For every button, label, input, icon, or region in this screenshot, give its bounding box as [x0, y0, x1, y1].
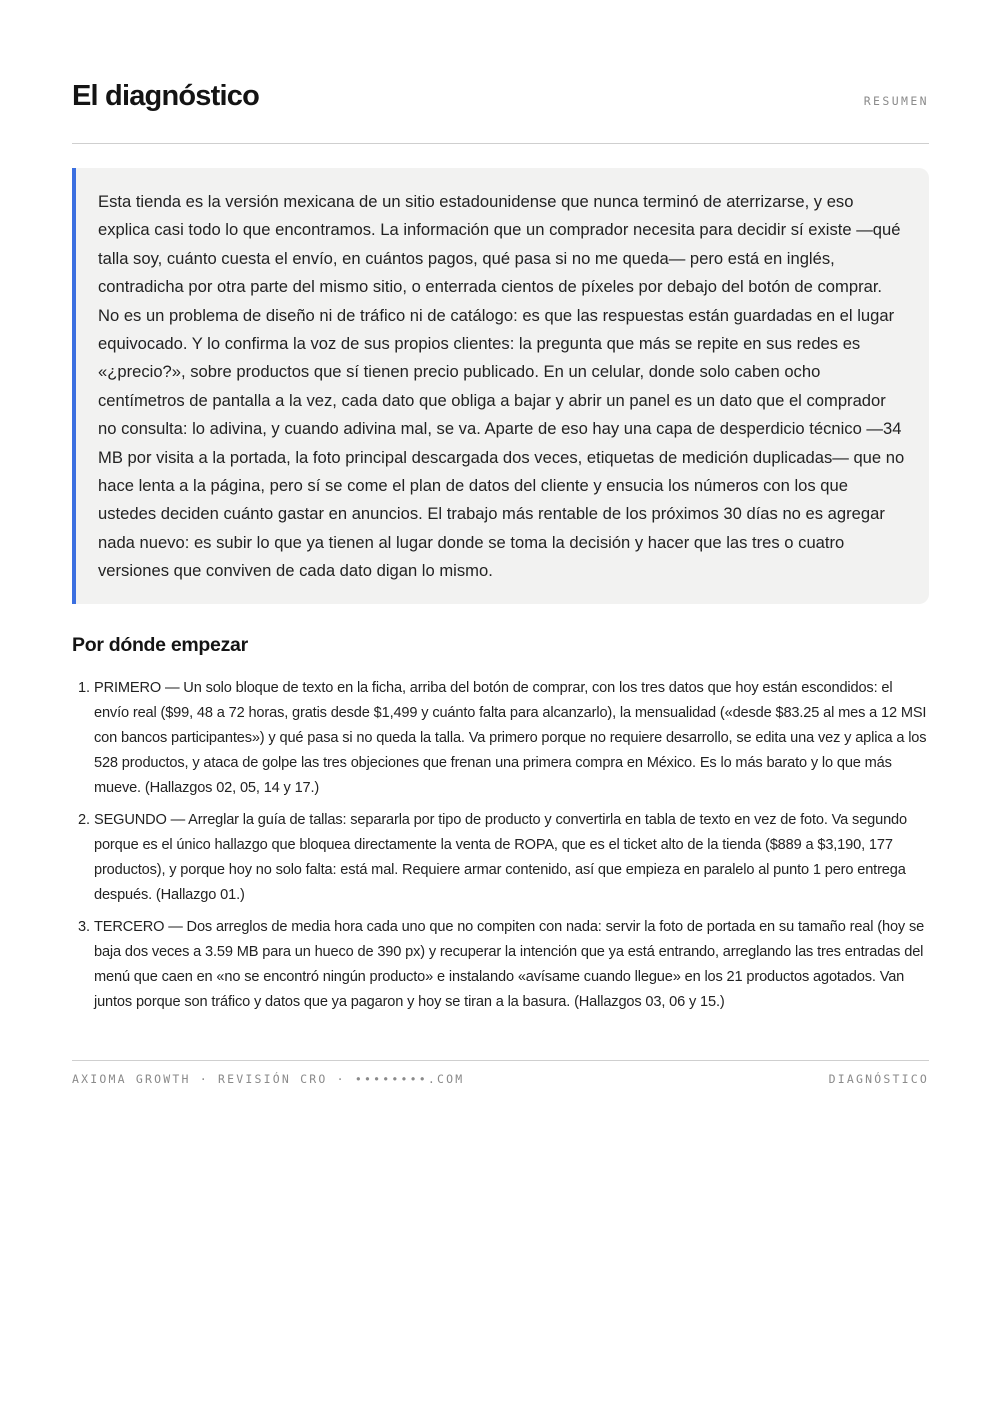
list-item	[72, 808, 929, 908]
section-title: Por dónde empezar	[72, 634, 248, 656]
list-item	[72, 915, 929, 1015]
footer-section: DIAGNÓSTICO	[828, 1072, 929, 1086]
list-item-number: 3.	[78, 919, 90, 935]
list-item-number: 2.	[78, 812, 90, 828]
footer-divider	[72, 1060, 929, 1061]
header-divider	[72, 143, 929, 144]
list-item-text: TERCERO — Dos arreglos de media hora cada uno que no compiten con nada: servir la foto de portada en su tamaño real (hoy se baja dos veces a 3.59 MB para un hueco de 390 px) y recuperar la intención que ya está entrando, arreglando las tres entradas del menú que caen en «no se encontró ningún producto» e instalando «avísame cuando llegue» en los 21 productos agotados. Van juntos porque son tráfico y datos que ya pagaron y hoy se tiran a la basura. (Hallazgos 03, 06 y 15.)	[94, 919, 925, 1010]
page-title: El diagnóstico	[72, 80, 259, 112]
summary-text: Esta tienda es la versión mexicana de un sitio estadounidense que nunca terminó de aterrizarse, y eso explica casi todo lo que encontramos. La información que un comprador necesita para decidir sí existe —qué talla soy, cuánto cuesta el envío, en cuántos pagos, qué pasa si no me queda— pero está en inglés, contradicha por otra parte del mismo sitio, o enterrada cientos de píxeles por debajo del botón de comprar. No es un problema de diseño ni de tráfico ni de catálogo: es que las respuestas están guardadas en el lugar equivocado. Y lo confirma la voz de sus propios clientes: la pregunta que más se repite en sus redes es «¿precio?», sobre productos que sí tienen precio publicado. En un celular, donde solo caben ocho centímetros de pantalla a la vez, cada dato que obliga a bajar y abrir un panel es un dato que el comprador no consulta: lo adivina, y cuando adivina mal, se va. Aparte de eso hay una capa de desperdicio técnico —34 MB por visita a la portada, la foto principal descargada dos veces, etiquetas de medición duplicadas— que no hace lenta a la página, pero sí se come el plan de datos del cliente y ensucia los números con los que ustedes deciden cuánto gastar en anuncios. El trabajo más rentable de los próximos 30 días no es agregar nada nuevo: es subir lo que ya tienen al lugar donde se toma la decisión y hacer que las tres o cuatro versiones que conviven de cada dato digan lo mismo.	[98, 192, 905, 581]
footer-source: AXIOMA GROWTH · REVISIÓN CRO · ••••••••.COM	[72, 1072, 465, 1086]
page-header	[72, 78, 929, 118]
list-item	[72, 676, 929, 801]
section-tag: RESUMEN	[863, 94, 929, 108]
summary-callout	[72, 168, 929, 604]
list-item-text: PRIMERO — Un solo bloque de texto en la ficha, arriba del botón de comprar, con los tres datos que hoy están escondidos: el envío real ($99, 48 a 72 horas, gratis desde $1,499 y cuánto falta para alcanzarlo), la mensualidad («desde $83.25 al mes a 12 MSI con bancos participantes») y qué pasa si no queda la talla. Va primero porque no requiere desarrollo, se edita una vez y aplica a los 528 productos, y ataca de golpe las tres objeciones que frenan una primera compra en México. Es lo más barato y lo que más mueve. (Hallazgos 02, 05, 14 y 17.)	[94, 680, 927, 796]
list-item-number: 1.	[78, 680, 90, 696]
list-item-text: SEGUNDO — Arreglar la guía de tallas: separarla por tipo de producto y convertirla en tabla de texto en vez de foto. Va segundo porque es el único hallazgo que bloquea directamente la venta de ROPA, que es el ticket alto de la tienda ($889 a $3,190, 177 productos), y porque hoy no solo falta: está mal. Requiere armar contenido, así que empieza en paralelo al punto 1 pero entrega después. (Hallazgo 01.)	[94, 812, 907, 903]
priority-list	[72, 676, 929, 1022]
